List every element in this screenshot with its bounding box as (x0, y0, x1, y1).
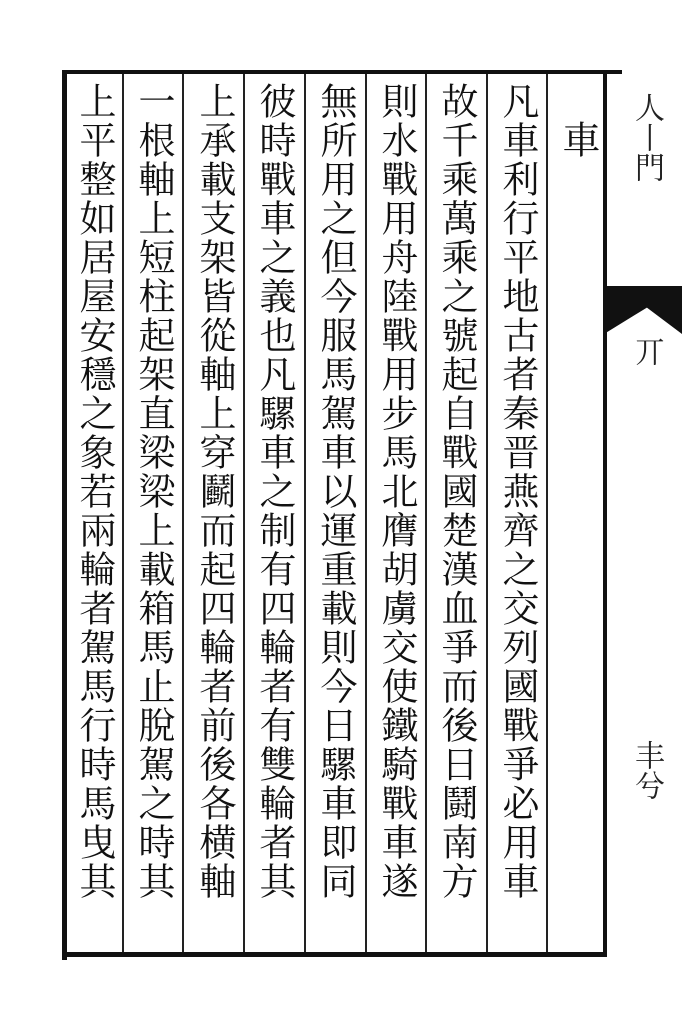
column-rule (182, 74, 184, 952)
text-column-3: 則水戰用舟陸戰用步馬北膺胡虜交使鐵騎戰車遂 (375, 82, 418, 901)
text-column-5: 彼時戰車之義也凡騾車之制有四輪者有雙輪者其 (253, 82, 296, 901)
text-column-8: 上平整如居屋安穩之象若兩輪者駕馬行時馬曳其 (73, 82, 116, 901)
frame-top-border (62, 70, 622, 74)
column-rule (425, 74, 427, 952)
column-rule (243, 74, 245, 952)
text-column-1: 凡車利行平地古者秦晋燕齊之交列國戰爭必用車 (496, 82, 539, 901)
frame-left-border (62, 70, 67, 960)
text-column-7: 一根軸上短柱起架直梁梁上載箱馬止脫駕之時其 (132, 82, 175, 901)
text-column-6: 上承載支架皆從軸上穿鬬而起四輪者前後各横軸 (193, 82, 236, 901)
text-column-4: 無所用之但今服馬駕車以運重載則今日騾車即同 (314, 82, 357, 901)
column-rule (546, 74, 548, 952)
column-rule (486, 74, 488, 952)
margin-fascicle: 丌 (629, 336, 664, 366)
column-rule (365, 74, 367, 952)
margin-title: 人丨門 (629, 92, 664, 182)
text-column-2: 故千乘萬乘之號起自戰國楚漢血爭而後日鬪南方 (435, 82, 478, 901)
column-rule (304, 74, 306, 952)
frame-bottom-border (62, 952, 607, 957)
column-rule (122, 74, 124, 952)
margin-page-number: 丰兮 (629, 740, 664, 800)
section-heading: 車 (556, 120, 600, 160)
